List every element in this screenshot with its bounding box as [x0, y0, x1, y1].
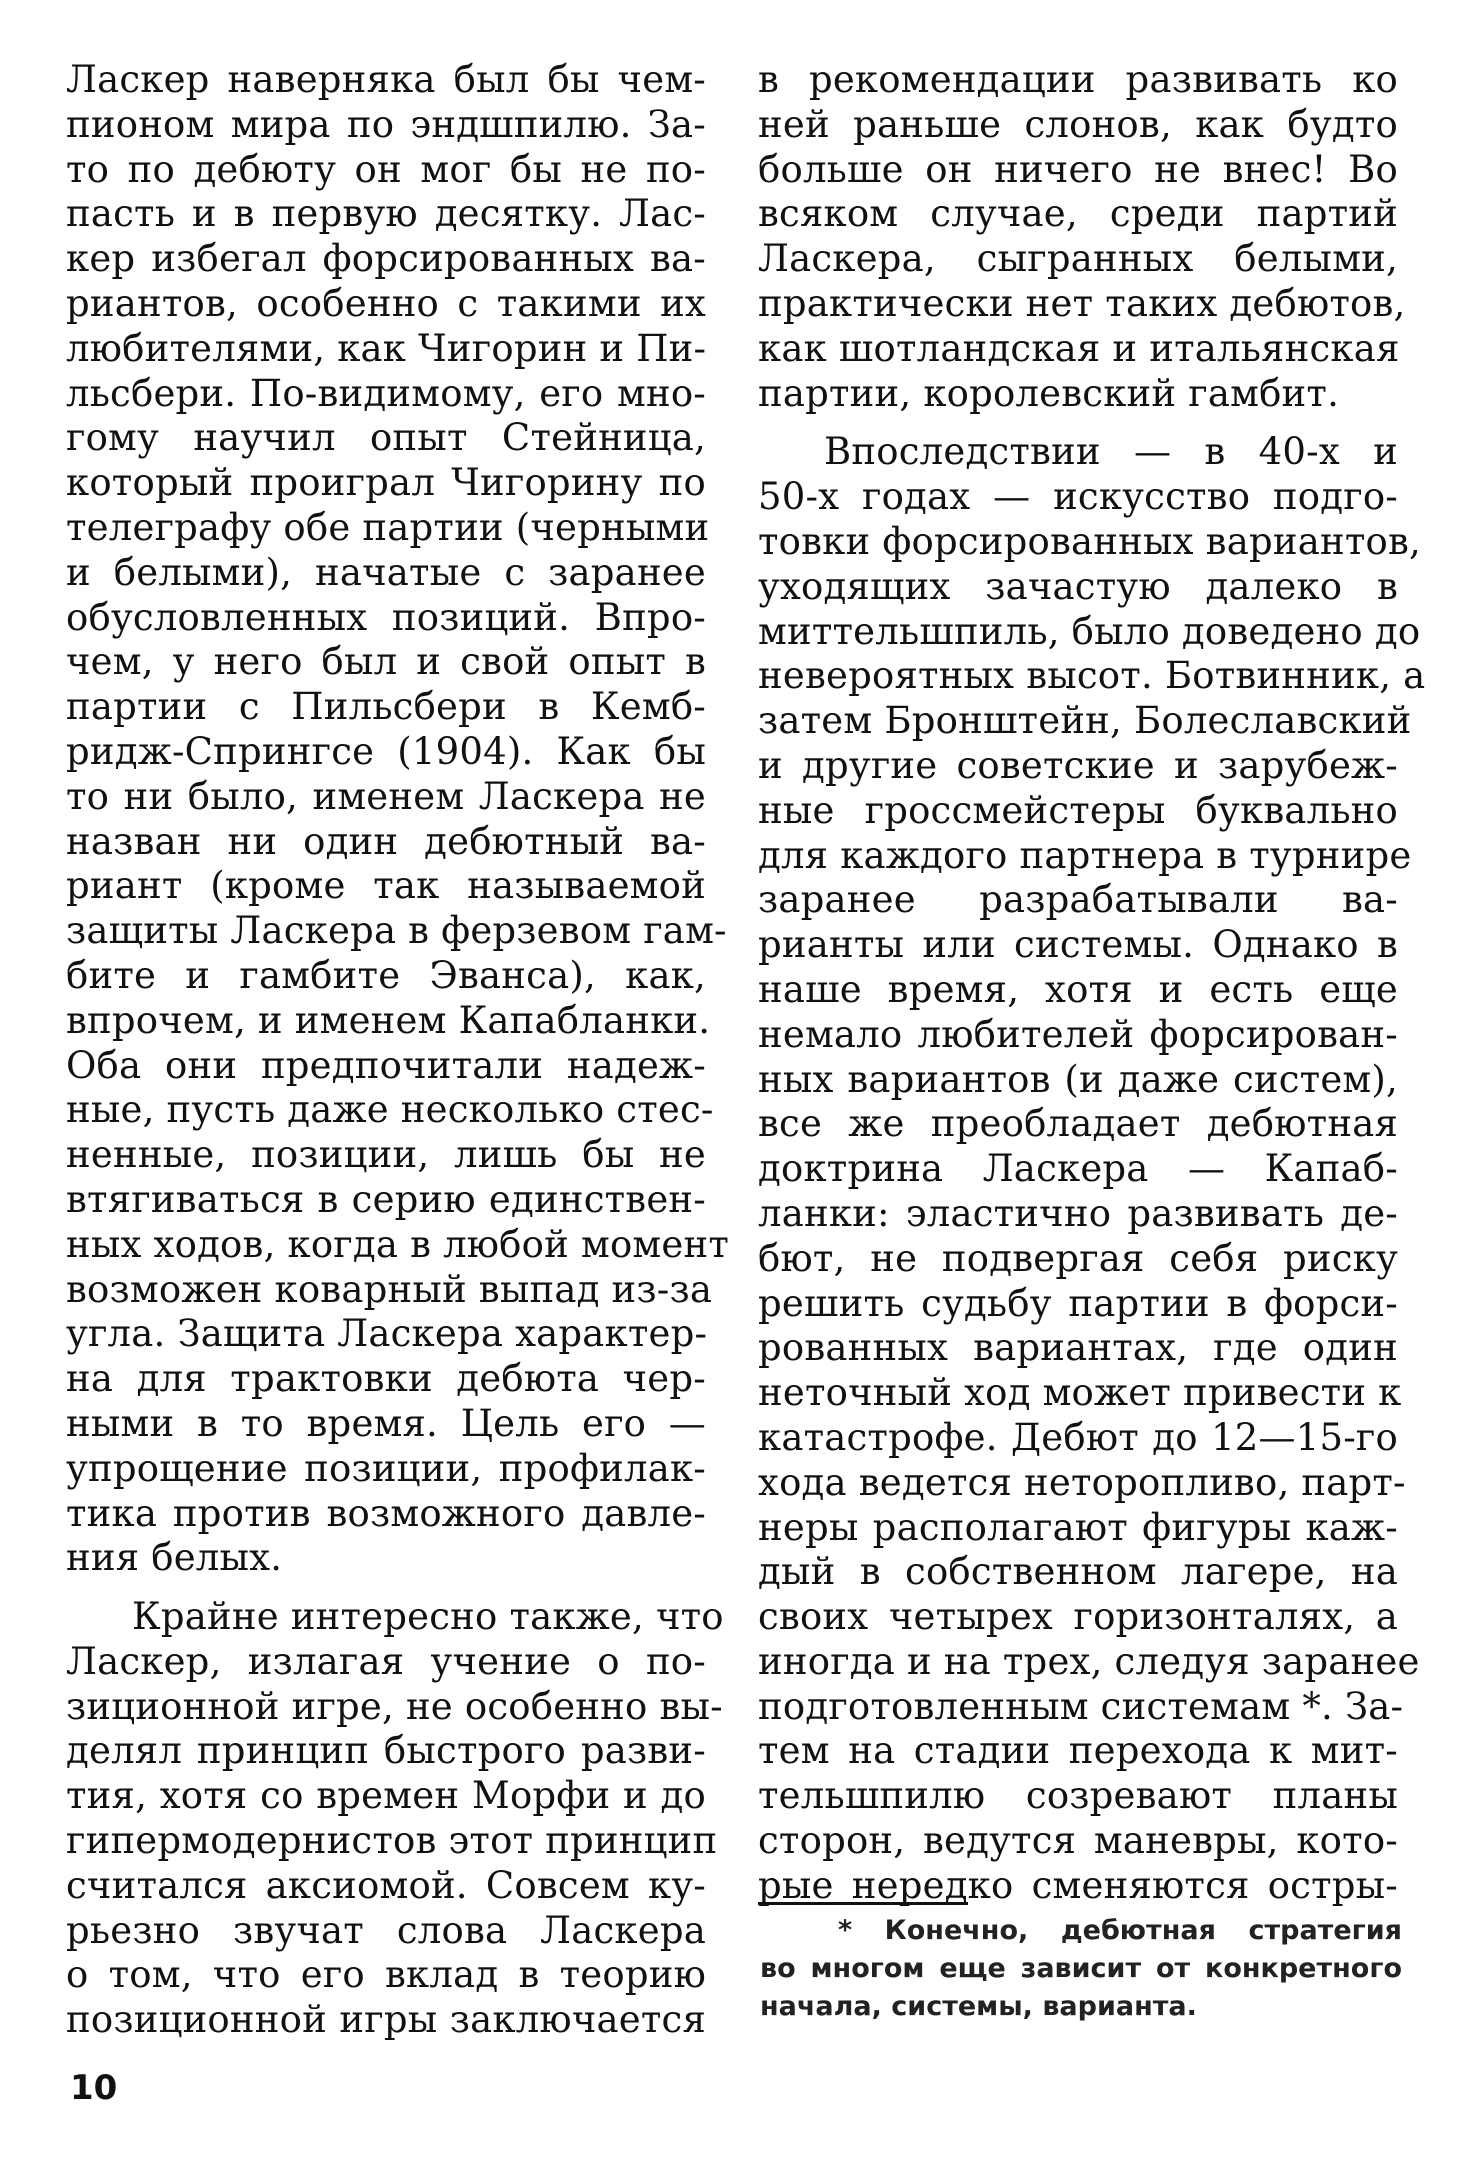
text-line: сторон, ведутся маневры, кото- [758, 1819, 1398, 1863]
text-line: неры располагают фигуры каж- [758, 1505, 1398, 1549]
text-line: телеграфу обе партии (черными [66, 505, 710, 549]
text-line: хода ведется неторопливо, парт- [758, 1460, 1406, 1504]
text-line: который проиграл Чигорину по [66, 461, 706, 505]
text-line: Ласкера, сыгранных белыми, [758, 237, 1398, 281]
text-line: делял принцип быстрого разви- [66, 1729, 706, 1773]
text-line: тия, хотя со времен Морфи и до [66, 1774, 706, 1818]
text-line: как шотландская и итальянская [758, 326, 1400, 370]
text-line: гому научил опыт Стейница, [66, 416, 706, 460]
text-line: кер избегал форсированных ва- [66, 237, 706, 281]
text-line: решить судьбу партии в форси- [758, 1281, 1398, 1325]
text-line: считался аксиомой. Совсем ку- [66, 1863, 706, 1907]
text-line: пионом мира по эндшпилю. За- [66, 102, 706, 146]
text-line: неточный ход может привести к [758, 1371, 1402, 1415]
paragraph-gap [758, 416, 1398, 430]
text-line: Впоследствии — в 40-х и [824, 430, 1398, 474]
text-line: дый в собственном лагере, на [758, 1550, 1398, 1594]
text-line: наше время, хотя и есть еще [758, 967, 1398, 1011]
text-line: рьезно звучат слова Ласкера [66, 1908, 706, 1952]
text-line: впрочем, и именем Капабланки. [66, 998, 711, 1042]
text-line: ные, пусть даже несколько стес- [66, 1088, 714, 1132]
footnote-line: * Конечно, дебютная стратегия [838, 1915, 1402, 1946]
page-number: 10 [70, 2068, 118, 2108]
text-line: пасть и в первую десятку. Лас- [66, 192, 706, 236]
text-line: уходящих зачастую далеко в [758, 564, 1398, 608]
text-line: назван ни один дебютный ва- [66, 819, 706, 863]
text-line: больше он ничего не внес! Во [758, 147, 1398, 191]
text-line: льсбери. По-видимому, его мно- [66, 371, 706, 415]
text-line: ные гроссмейстеры буквально [758, 788, 1398, 832]
text-line: втягиваться в серию единствен- [66, 1177, 706, 1221]
text-line: ния белых. [66, 1536, 283, 1580]
text-line: иногда и на трех, следуя заранее [758, 1639, 1420, 1683]
text-line: ными в то время. Цель его — [66, 1401, 706, 1445]
text-line: то ни было, именем Ласкера не [66, 774, 706, 818]
text-line: невероятных высот. Ботвинник, а [758, 654, 1426, 698]
text-line: ланки: эластично развивать де- [758, 1191, 1398, 1235]
text-line: обусловленных позиций. Впро- [66, 595, 706, 639]
text-line: рианты или системы. Однако в [758, 923, 1398, 967]
paragraph-gap [66, 1581, 706, 1595]
text-line: ных вариантов (и даже систем), [758, 1057, 1398, 1101]
text-line: партии с Пильсбери в Кемб- [66, 685, 706, 729]
text-line: в рекомендации развивать ко [758, 58, 1398, 101]
text-line: немало любителей форсирован- [758, 1012, 1398, 1056]
text-line: то по дебюту он мог бы не по- [66, 147, 706, 191]
text-line: ненные, позиции, лишь бы не [66, 1133, 706, 1177]
text-line: рованных вариантах, где один [758, 1326, 1398, 1370]
text-line: тем на стадии перехода к мит- [758, 1729, 1398, 1773]
text-line: упрощение позиции, профилак- [66, 1446, 706, 1490]
text-line: Ласкер, излагая учение о по- [66, 1639, 706, 1683]
text-line: миттельшпиль, было доведено до [758, 609, 1421, 653]
text-line: угла. Защита Ласкера характер- [66, 1312, 708, 1356]
text-line: ней раньше слонов, как будто [758, 102, 1398, 146]
text-line: Крайне интересно также, что [132, 1595, 724, 1639]
text-line: риант (кроме так называемой [66, 864, 706, 908]
text-line: любителями, как Чигорин и Пи- [66, 326, 707, 370]
text-line: бют, не подвергая себя риску [758, 1236, 1398, 1280]
text-line: риантов, особенно с такими их [66, 281, 706, 325]
text-line: тика против возможного давле- [66, 1491, 706, 1535]
text-line: товки форсированных вариантов, [758, 519, 1421, 563]
text-line: возможен коварный выпад из-за [66, 1267, 713, 1311]
text-line: все же преобладает дебютная [758, 1102, 1398, 1146]
text-line: бите и гамбите Эванса), как, [66, 953, 706, 997]
text-line: защиты Ласкера в ферзевом гам- [66, 909, 727, 953]
text-line: всяком случае, среди партий [758, 192, 1398, 236]
text-line: 50-х годах — искусство подго- [758, 475, 1398, 519]
text-line: доктрина Ласкера — Капаб- [758, 1147, 1398, 1191]
text-line: ных ходов, когда в любой момент [66, 1222, 730, 1266]
right-column [758, 58, 1426, 1909]
footnote-line: во многом еще зависит от конкретного [760, 1953, 1402, 1984]
footnote-line: начала, системы, варианта. [760, 1991, 1197, 2022]
text-line: для каждого партнера в турнире [758, 833, 1412, 877]
text-line: практически нет таких дебютов, [758, 281, 1406, 325]
text-line: гипермодернистов этот принцип [66, 1819, 718, 1863]
text-line: и другие советские и зарубеж- [758, 743, 1398, 787]
text-line: чем, у него был и свой опыт в [66, 640, 706, 684]
footnote-divider [758, 1902, 968, 1905]
text-line: о том, что его вклад в теорию [66, 1953, 706, 1997]
text-line: партии, королевский гамбит. [758, 371, 1340, 415]
text-line: зиционной игре, не особенно вы- [66, 1684, 723, 1728]
text-line: своих четырех горизонталях, а [758, 1595, 1398, 1639]
text-line: катастрофе. Дебют до 12—15-го [758, 1415, 1398, 1459]
text-line: тельшпилю созревают планы [758, 1774, 1398, 1818]
text-line: на для трактовки дебюта чер- [66, 1357, 706, 1401]
text-line: позиционной игры заключается [66, 1998, 706, 2042]
text-line: рые нередко сменяются остры- [758, 1863, 1398, 1907]
text-line: затем Бронштейн, Болеславский [758, 699, 1412, 743]
text-line: и белыми), начатые с заранее [66, 550, 706, 594]
text-line: заранее разрабатывали ва- [758, 878, 1398, 922]
footnote [760, 1912, 1402, 2026]
text-line: ридж-Спрингсе (1904). Как бы [66, 729, 706, 773]
text-line: Оба они предпочитали надеж- [66, 1043, 706, 1087]
text-line: подготовленным системам *. За- [758, 1684, 1404, 1728]
text-line: Ласкер наверняка был бы чем- [66, 58, 706, 101]
left-column [66, 58, 730, 2043]
